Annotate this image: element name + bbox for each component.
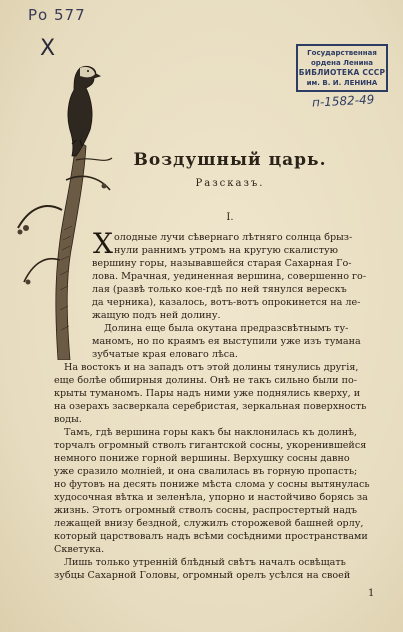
drop-cap: Х [93, 227, 113, 260]
story-subtitle: Разсказъ. [195, 178, 265, 189]
text-line: жащую подъ ней долину. [92, 310, 221, 321]
text-line: лова. Мрачная, уединенная вершина, совершенно го- [92, 271, 367, 282]
library-stamp [296, 44, 388, 92]
text-line: еще болѣе обширныя долины. Онѣ не такъ сильно были по- [54, 375, 357, 386]
text-line: маномъ, но по краямъ ея выступили уже изъ тумана [92, 336, 361, 347]
text-line: олодные лучи сѣвернаго лѣтняго солнца брыз- [114, 232, 353, 243]
chapter-number: I. [226, 212, 234, 223]
text-line: который царствовалъ надъ всѣми сосѣдними пространствами [54, 531, 368, 542]
stamp-line-4: им. В. И. ЛЕНИНА [306, 79, 378, 87]
handwritten-cross: Х [40, 36, 56, 61]
text-line: Долина еще была окутана предразсвѣтнымъ ту- [104, 323, 349, 334]
text-line: Тамъ, гдѣ вершина горы какъ бы наклонилась къ долинѣ, [64, 427, 357, 438]
text-line: Лишь только утренній блѣдный свѣтъ началъ освѣщать [64, 557, 346, 568]
story-title: Воздушный царь. [133, 150, 327, 170]
text-line: нули раннимъ утромъ на кругую скалистую [114, 245, 338, 256]
text-line: зубцы Сахарной Головы, огромный орелъ усѣлся на своей [54, 570, 351, 581]
text-line: торчалъ огромный стволъ гигантской сосны, укоренившейся [54, 440, 367, 451]
stamp-line-1: Государственная [307, 49, 377, 57]
text-line: да черника), казалось, вотъ-вотъ опрокинется на ле- [92, 297, 361, 308]
text-line: зубчатые края еловаго лѣса. [92, 349, 238, 360]
text-line: лая (развѣ только кое-гдѣ по ней тянулся верескъ [92, 284, 347, 295]
text-line: немного пониже горной вершины. Верхушку сосны давно [54, 453, 350, 464]
stamp-line-2: ордена Ленина [310, 59, 374, 67]
text-line: жизнь. Этотъ огромный стволъ сосны, распростертый надъ [54, 505, 358, 516]
stamp-line-3: БИБЛИОТЕКА СССР [298, 68, 386, 77]
text-line: на озерахъ засверкала серебристая, зеркальная поверхность [54, 401, 367, 412]
text-line: но футовъ на десять пониже мѣста слома у сосны вытянулась [54, 479, 370, 490]
text-line: крыты туманомъ. Пары надъ ними уже поднялись кверху, и [54, 388, 361, 399]
page-number: 1 [368, 588, 375, 599]
text-line: На востокъ и на западъ отъ этой долины тянулись другія, [64, 362, 359, 373]
text-line: вершину горы, называвшейся старая Сахарная Го- [92, 258, 352, 269]
text-line: худосочная вѣтка и зеленѣла, упорно и настойчиво борясь за [54, 492, 368, 503]
text-line: уже сразило молніей, и она свалилась въ горную пропасть; [54, 466, 358, 477]
text-line: Скветука. [54, 544, 105, 555]
handwritten-shelfmark: Ро 577 [28, 6, 86, 24]
inventory-number: п-1582-49 [311, 92, 375, 110]
text-line: воды. [54, 414, 82, 425]
text-line: лежащей внизу бездной, служилъ сторожевой башней орлу, [54, 518, 364, 529]
